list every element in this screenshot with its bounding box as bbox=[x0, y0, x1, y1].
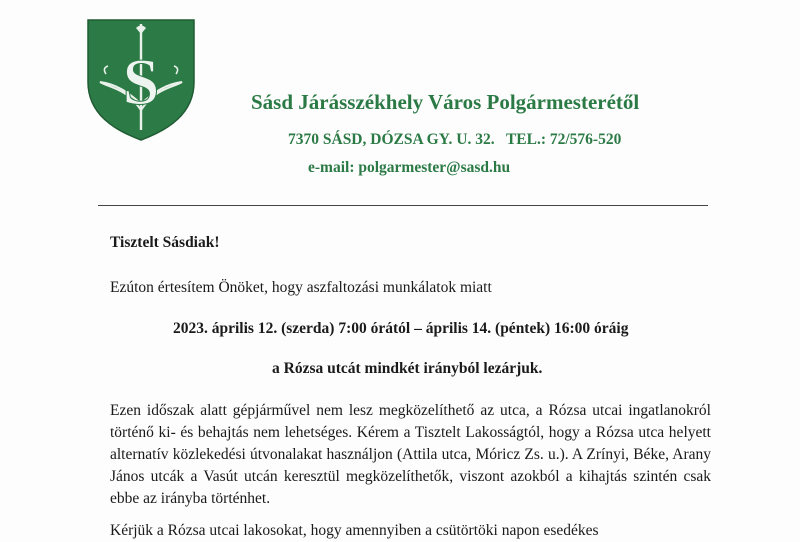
letterhead-phone: TEL.: 72/576-520 bbox=[505, 131, 622, 148]
crest-letter: S bbox=[122, 46, 160, 119]
intro-text: Ezúton értesítem Önöket, hogy aszfaltozási munkálatok miatt bbox=[110, 279, 492, 296]
letterhead-title: Sásd Járásszékhely Város Polgármesterétől bbox=[251, 90, 640, 114]
closure-notice: a Rózsa utcát mindkét irányból lezárjuk. bbox=[272, 360, 543, 377]
letterhead-email-line bbox=[308, 159, 510, 177]
greeting: Tisztelt Sásdiak! bbox=[110, 234, 220, 251]
letterhead-address: 7370 SÁSD, DÓZSA GY. U. 32. bbox=[288, 131, 495, 148]
email-label: e-mail: bbox=[308, 159, 355, 176]
header-divider bbox=[98, 205, 708, 206]
body-paragraph-2: Kérjük a Rózsa utcai lakosokat, hogy amennyiben a csütörtöki napon esedékes bbox=[110, 522, 599, 539]
closure-dates: 2023. április 12. (szerda) 7:00 órától – április 14. (péntek) 16:00 óráig bbox=[173, 320, 629, 337]
letterhead-address-line bbox=[288, 131, 621, 149]
body-paragraph-1: Ezen időszak alatt gépjárművel nem lesz megközelíthető az utca, a Rózsa utcai ingatlanokról történő ki- és behajtás nem lehetséges. Kérem a Tisztelt Lakosságtól, hogy a Rózsa utca helyett alternatív közlekedési útvonalakat használjon (Attila utca, Móricz Zs. u.). A Zrínyi, Béke, Arany János utcák a Vasút utcán keresztül megközelíthetők, viszont azokból a kihajtás szintén csak ebbe az irányba történhet. bbox=[110, 402, 711, 507]
town-crest-logo bbox=[86, 18, 196, 142]
email-link[interactable]: polgarmester@sasd.hu bbox=[358, 159, 511, 176]
